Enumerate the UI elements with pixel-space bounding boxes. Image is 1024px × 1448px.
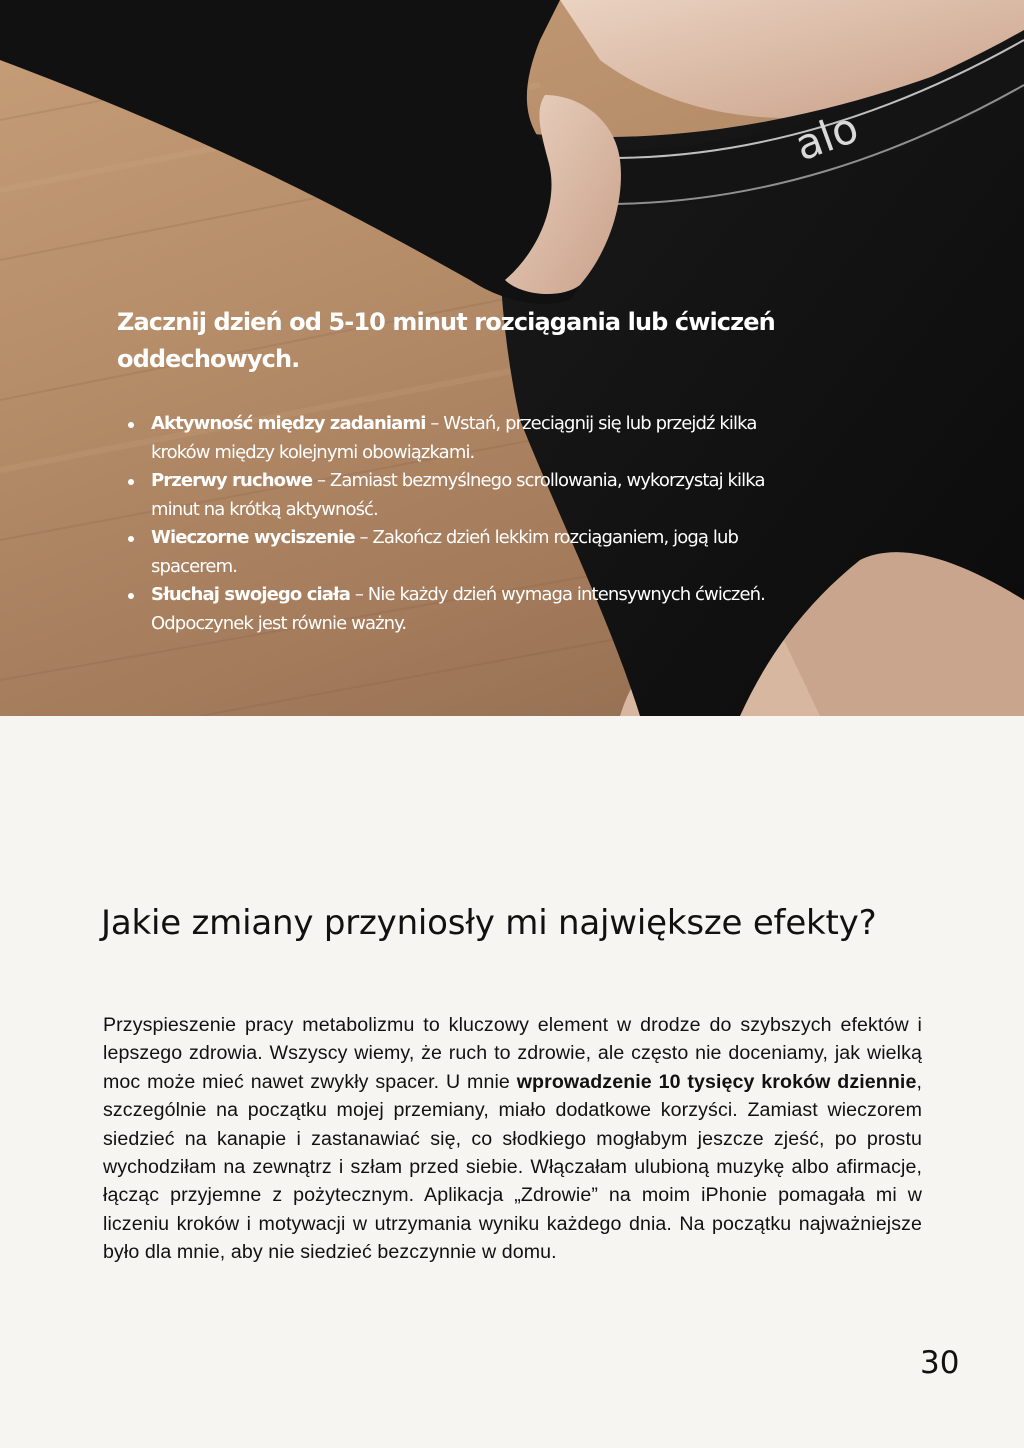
tip-term: Aktywność między zadaniami [151,413,426,434]
tip-term: Słuchaj swojego ciała [151,584,351,605]
tip-text: – Wstań, przeciągnij się lub przejdź kilka kroków między kolejnymi obowiązkami. [151,413,757,463]
brand-logo: alo [788,102,865,171]
tip-item [151,581,817,638]
tip-text: – Zakończ dzień lekkim rozciąganiem, jogą lub spacerem. [151,527,738,577]
tip-item [151,524,817,581]
bullet-icon [128,479,134,485]
tips-list [117,410,817,638]
tip-text: – Zamiast bezmyślnego scrollowania, wykorzystaj kilka minut na krótką aktywność. [151,470,765,520]
tip-text: – Nie każdy dzień wymaga intensywnych ćwiczeń. Odpoczynek jest równie ważny. [151,584,765,634]
tip-term: Przerwy ruchowe [151,470,313,491]
tip-term: Wieczorne wyciszenie [151,527,355,548]
page-number: 30 [920,1345,960,1381]
paragraph-highlight: wprowadzenie 10 tysięcy kroków dziennie [516,1070,917,1093]
hero-photo-section [0,0,1024,716]
bullet-icon [128,593,134,599]
tip-item [151,467,817,524]
hero-heading: Zacznij dzień od 5-10 minut rozciągania lub ćwiczeń oddechowych. [117,308,775,373]
paragraph-text-end: , szczególnie na początku mojej przemiany, miało dodatkowe korzyści. Zamiast wieczorem siedzieć na kanapie i zastanawiać się, co słodkiego mogłabym jeszcze zjeść, po prostu wychodziłam na zewnątrz i szłam przed siebie. Włączałam ulubioną muzykę albo afirmacje, łącząc przyjemne z pożytecznym. Aplikacja „Zdrowie” na moim iPhonie pomagała mi w liczeniu kroków i motywacji w utrzymania wyniku każdego dnia. Na początku najważniejsze było dla mnie, aby nie siedzieć bezczynnie w domu. [103,1070,922,1264]
bullet-icon [128,536,134,542]
tip-item [151,410,817,467]
hero-text-block [117,304,817,638]
paragraph-text-start: Przyspieszenie pracy metabolizmu to kluczowy element w drodze do szybszych efektów i lepszego zdrowia. Wszyscy wiemy, że ruch to zdrowie, ale często nie doceniamy, jak wielką moc może mieć nawet zwykły spacer. U mnie [103,1014,922,1093]
bullet-icon [128,422,134,428]
body-paragraph [103,1011,922,1267]
section-title: Jakie zmiany przyniosły mi największe efekty? [101,903,877,943]
